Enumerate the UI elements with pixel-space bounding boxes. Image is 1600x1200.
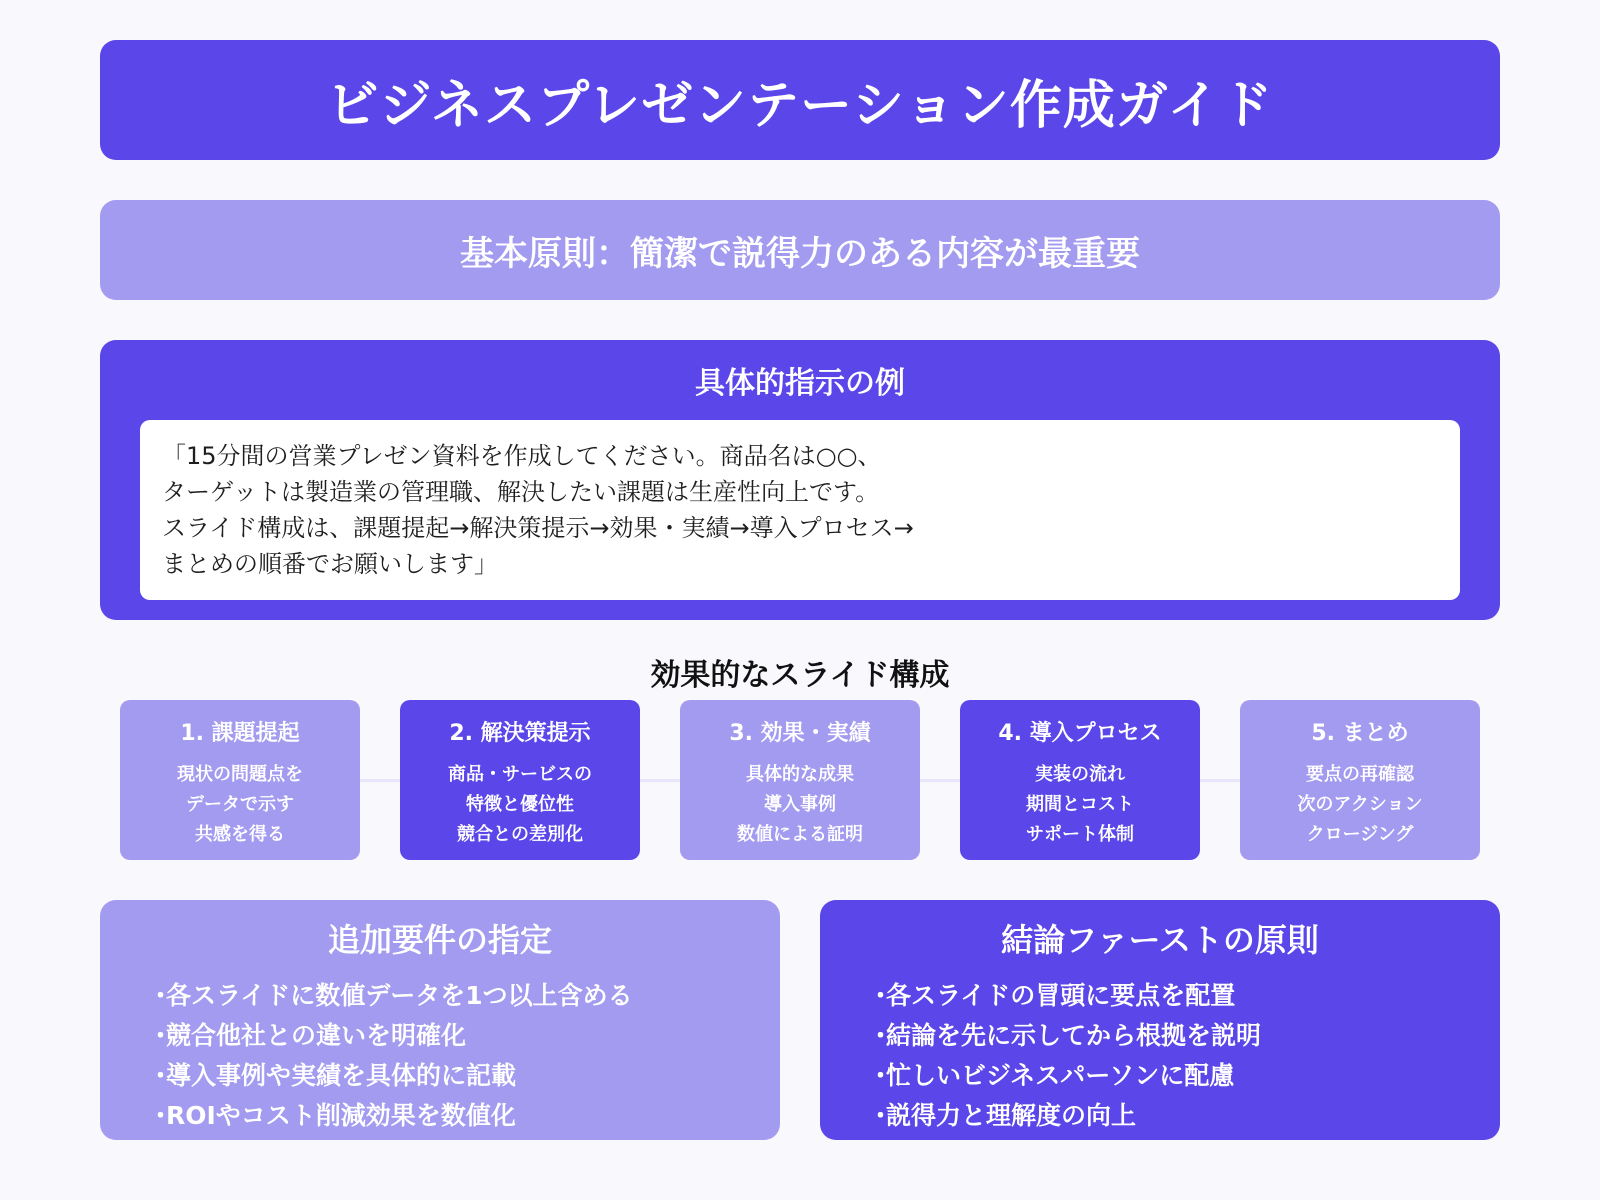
- step-line: データで示す: [186, 794, 294, 815]
- bullet-icon: ・: [148, 1061, 174, 1090]
- step-line: 現状の問題点を: [177, 764, 303, 785]
- conclusion-first-panel: [820, 900, 1500, 1140]
- step-line: クロージング: [1306, 824, 1414, 845]
- principle-banner: [100, 200, 1500, 300]
- list-item: [148, 1096, 780, 1136]
- step-line: 具体的な成果: [746, 764, 854, 785]
- list-item-text: 忙しいビジネスパーソンに配慮: [886, 1061, 1235, 1090]
- step-line: 期間とコスト: [1026, 794, 1134, 815]
- list-item-text: 結論を先に示してから根拠を説明: [886, 1021, 1262, 1050]
- list-item: [148, 1056, 780, 1096]
- step-title: 3. 効果・実績: [729, 721, 871, 746]
- step-card-1: [120, 700, 360, 860]
- list-item: [868, 1056, 1500, 1096]
- step-card-2: [400, 700, 640, 860]
- list-item-text: ROIやコスト削減効果を数値化: [166, 1101, 516, 1130]
- example-line: 「15分間の営業プレゼン資料を作成してください。商品名は○○、: [162, 442, 882, 470]
- list-item: [868, 976, 1500, 1016]
- bullet-icon: ・: [148, 981, 174, 1010]
- step-line: 要点の再確認: [1306, 764, 1414, 785]
- page-title: ビジネスプレゼンテーション作成ガイド: [326, 75, 1274, 136]
- conclusion-first-heading: 結論ファーストの原則: [1001, 921, 1319, 959]
- example-heading: 具体的指示の例: [695, 366, 905, 401]
- step-line: サポート体制: [1026, 824, 1134, 845]
- example-line: ターゲットは製造業の管理職、解決したい課題は生産性向上です。: [162, 478, 880, 506]
- step-card-4: [960, 700, 1200, 860]
- example-line: まとめの順番でお願いします」: [162, 550, 498, 578]
- bullet-icon: ・: [868, 1021, 894, 1050]
- step-line: 次のアクション: [1297, 794, 1423, 815]
- requirements-list: [148, 976, 780, 1136]
- step-title: 1. 課題提起: [180, 721, 300, 746]
- step-title: 2. 解決策提示: [449, 721, 591, 746]
- requirements-panel: [100, 900, 780, 1140]
- list-item-text: 各スライドの冒頭に要点を配置: [886, 981, 1236, 1010]
- step-card-3: [680, 700, 920, 860]
- slides-heading: 効果的なスライド構成: [650, 658, 950, 693]
- example-line: スライド構成は、課題提起→解決策提示→効果・実績→導入プロセス→: [162, 514, 914, 542]
- bullet-icon: ・: [868, 981, 894, 1010]
- list-item: [868, 1096, 1500, 1136]
- list-item-text: 説得力と理解度の向上: [886, 1101, 1137, 1130]
- step-line: 商品・サービスの: [448, 764, 592, 785]
- list-item: [148, 1016, 780, 1056]
- principle-text: 基本原則：簡潔で説得力のある内容が最重要: [460, 233, 1140, 274]
- requirements-heading: 追加要件の指定: [327, 921, 552, 959]
- bullet-icon: ・: [148, 1101, 174, 1130]
- step-line: 実装の流れ: [1035, 764, 1125, 785]
- title-banner: [100, 40, 1500, 160]
- list-item-text: 導入事例や実績を具体的に記載: [166, 1061, 517, 1090]
- step-title: 4. 導入プロセス: [998, 721, 1162, 746]
- example-panel: [100, 340, 1500, 620]
- step-line: 競合との差別化: [457, 824, 583, 845]
- step-line: 特徴と優位性: [466, 794, 574, 815]
- list-item: [868, 1016, 1500, 1056]
- example-text-box: [140, 420, 1460, 600]
- step-line: 数値による証明: [737, 824, 863, 845]
- list-item: [148, 976, 780, 1016]
- bullet-icon: ・: [148, 1021, 174, 1050]
- step-card-5: [1240, 700, 1480, 860]
- bullet-icon: ・: [868, 1101, 894, 1130]
- step-title: 5. まとめ: [1311, 721, 1409, 746]
- step-line: 導入事例: [764, 794, 836, 815]
- step-line: 共感を得る: [195, 824, 285, 845]
- list-item-text: 各スライドに数値データを1つ以上含める: [166, 981, 633, 1010]
- list-item-text: 競合他社との違いを明確化: [166, 1021, 467, 1050]
- bullet-icon: ・: [868, 1061, 894, 1090]
- conclusion-first-list: [868, 976, 1500, 1136]
